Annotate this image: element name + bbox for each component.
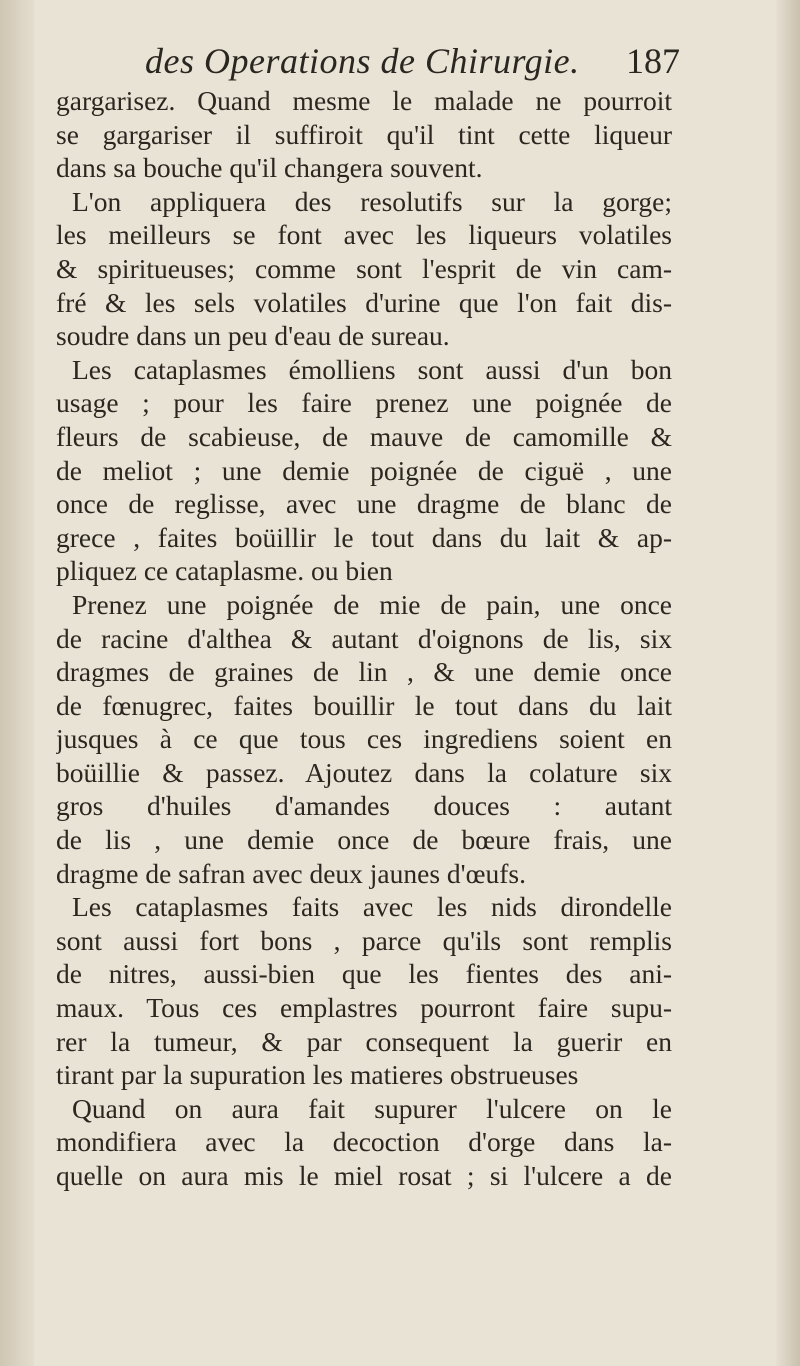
text-line: pliquez ce cataplasme. ou bien: [56, 555, 393, 587]
page-header: [60, 40, 680, 84]
body-text: [56, 84, 672, 1193]
text-line: usage ; pour les faire prenez une poignée de: [56, 387, 672, 419]
text-line: Prenez une poignée de mie de pain, une once: [72, 588, 672, 620]
text-line: de fœnugrec, faites bouillir le tout dans du lait: [56, 689, 672, 721]
text-line: de meliot ; une demie poignée de ciguë , une: [56, 454, 672, 486]
text-line: maux. Tous ces emplastres pourront faire supu-: [56, 992, 672, 1024]
text-line: soudre dans un peu d'eau de sureau.: [56, 320, 450, 352]
text-line: L'on appliquera des resolutifs sur la gorge;: [72, 185, 672, 217]
text-line: once de reglisse, avec une dragme de blanc de: [56, 488, 672, 520]
text-line: Les cataplasmes émolliens sont aussi d'un bon: [72, 353, 672, 385]
text-line: jusques à ce que tous ces ingrediens soient en: [56, 723, 672, 755]
text-line: boüillie & passez. Ajoutez dans la colature six: [56, 756, 672, 788]
text-line: dans sa bouche qu'il changera souvent.: [56, 152, 483, 184]
text-line: Les cataplasmes faits avec les nids dirondelle: [72, 891, 672, 923]
text-line: gros d'huiles d'amandes douces : autant: [56, 790, 672, 822]
text-line: de racine d'althea & autant d'oignons de lis, six: [56, 622, 672, 654]
text-line: fré & les sels volatiles d'urine que l'on fait dis-: [56, 286, 672, 318]
text-line: dragmes de graines de lin , & une demie once: [56, 656, 672, 688]
text-line: de nitres, aussi-bien que les fientes des ani-: [56, 958, 672, 990]
text-line: rer la tumeur, & par consequent la guerir en: [56, 1025, 672, 1057]
text-line: grece , faites boüillir le tout dans du lait & ap-: [56, 521, 672, 553]
text-line: fleurs de scabieuse, de mauve de camomille &: [56, 420, 672, 452]
text-line: tirant par la supuration les matieres obstrueuses: [56, 1059, 579, 1091]
running-title: des Operations de Chirurgie.: [145, 41, 580, 81]
text-line: Quand on aura fait supurer l'ulcere on le: [72, 1092, 672, 1124]
page-edge-shadow: [776, 0, 800, 1366]
text-line: quelle on aura mis le miel rosat ; si l'ulcere a de: [56, 1160, 672, 1191]
page-number: 187: [626, 41, 680, 81]
text-line: sont aussi fort bons , parce qu'ils sont remplis: [56, 924, 672, 956]
text-line: & spiritueuses; comme sont l'esprit de vin cam-: [56, 252, 672, 284]
text-line: se gargariser il suffiroit qu'il tint cette liqueur: [56, 118, 672, 150]
text-line: de lis , une demie once de bœure frais, une: [56, 824, 672, 856]
text-line: dragme de safran avec deux jaunes d'œufs.: [56, 857, 526, 889]
text-line: les meilleurs se font avec les liqueurs volatiles: [56, 219, 672, 251]
text-line: gargarisez. Quand mesme le malade ne pourroit: [56, 85, 672, 116]
page-gutter-shadow: [0, 0, 34, 1366]
text-line: mondifiera avec la decoction d'orge dans la-: [56, 1126, 672, 1158]
